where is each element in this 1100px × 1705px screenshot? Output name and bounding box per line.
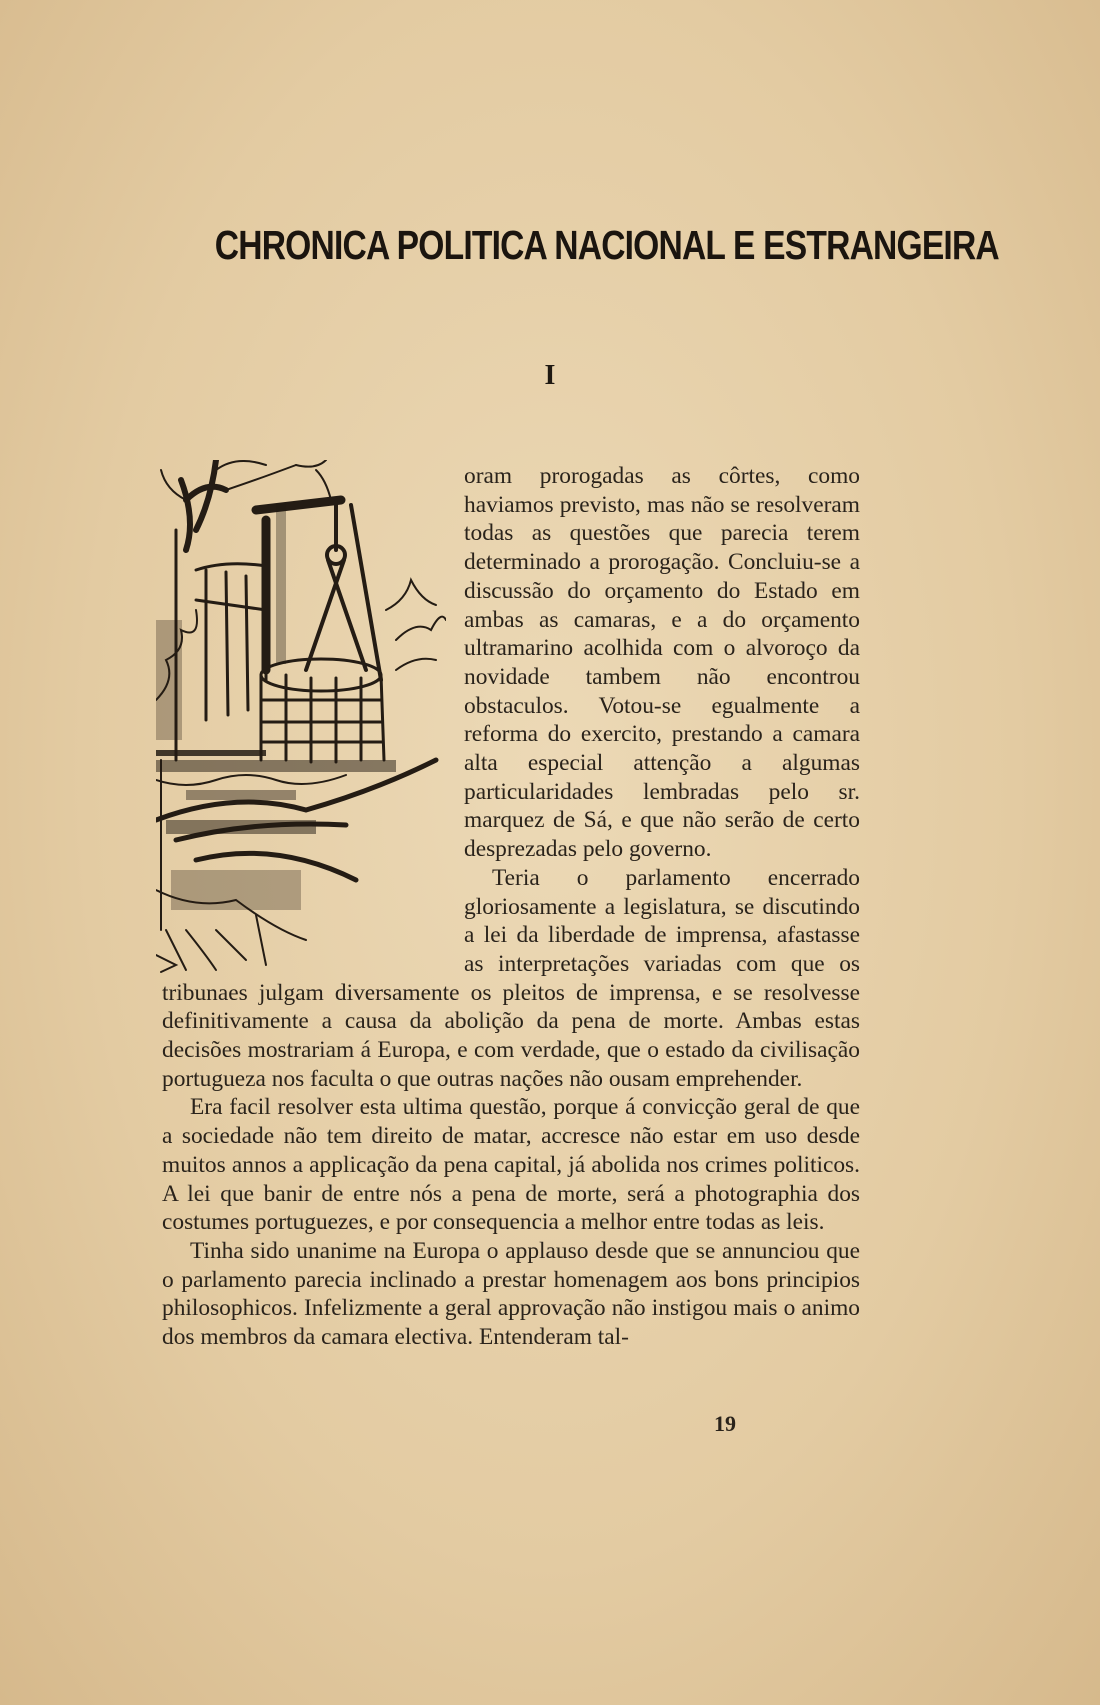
section-number: I [544, 360, 556, 391]
paragraph-3: Era facil resolver esta ultima questão, porque á convicção geral de que a sociedade não tem direito de matar, accresce não estar em uso desde muitos annos a applicação da pena capital, já abolida nos crimes politicos. A lei que banir de entre nós a pena de morte, será a photographia dos costumes portuguezes, e por consequencia a melhor entre todas as leis. [162, 1094, 860, 1236]
well-engraving-icon [156, 460, 446, 976]
paragraph-2: Teria o parlamento encerrado gloriosamente a legislatura, se discutindo a lei da liberdade de imprensa, afastasse as interpretações variadas com que os tribunaes julgam diversamente os pleitos de imprensa, e se resolvesse definitivamente a causa da abolição da pena de morte. Ambas estas decisões mostrariam á Europa, e com verdade, que o estado da civilisação portugueza nos faculta o que outras nações não ousam emprehender. [162, 864, 860, 1092]
chapter-title: CHRONICA POLITICA NACIONAL E ESTRANGEIRA [214, 222, 999, 268]
article-body [162, 462, 860, 1352]
paragraph-1: oram prorogadas as côrtes, como haviamos previsto, mas não se resolveram todas as questões que parecia terem determinado a prorogação. Concluiu-se a discussão do orçamento do Estado em ambas as camaras, e a do orçamento ultramarino acolhida com o alvoroço da novidade tambem não encontrou obstaculos. Votou-se egualmente a reforma do exercito, prestando a camara alta especial attenção a algumas particularidades lembradas pelo sr. marquez de Sá, e que não serão de certo desprezadas pelo governo. [464, 463, 860, 863]
paragraph-4: Tinha sido unanime na Europa o applauso desde que se annunciou que o parlamento parecia inclinado a prestar homenagem aos bons principios philosophicos. Infelizmente a geral approvação não instigou mais o animo dos membros da camara electiva. Entenderam tal- [162, 1237, 860, 1351]
page-number: 19 [714, 1411, 736, 1436]
